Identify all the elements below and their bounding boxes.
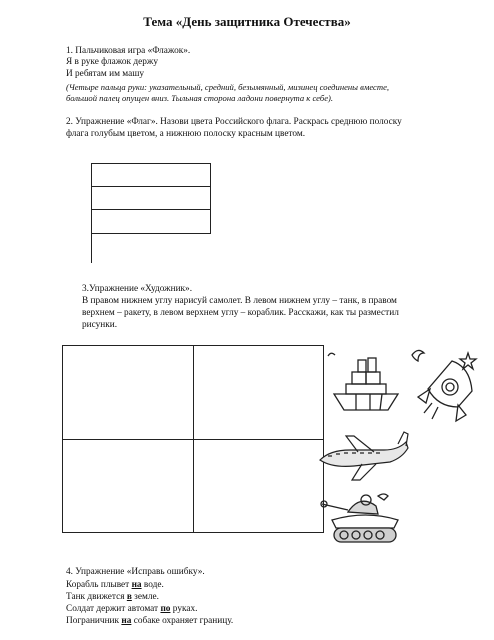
flag-stripe-top[interactable]: [92, 164, 210, 187]
ex3-line1: В правом нижнем углу нарисуй самолет. В левом нижнем углу – танк, в правом: [82, 296, 397, 306]
ship-icon: [326, 348, 406, 416]
ex4-sentence-2: Танк движется в земле.: [66, 592, 159, 602]
tank-icon: [318, 490, 404, 550]
ex4-sentence-3: Солдат держит автомат по руках.: [66, 604, 198, 614]
ex3-heading: 3.Упражнение «Художник».: [82, 284, 193, 294]
ex2-line1: 2. Упражнение «Флаг». Назови цвета Российского флага. Раскрась среднюю полоску: [66, 117, 402, 127]
drawing-grid[interactable]: [62, 345, 324, 533]
ex4-heading: 4. Упражнение «Исправь ошибку».: [66, 567, 205, 577]
ex4-sentence-4: Пограничник на собаке охраняет границу.: [66, 616, 234, 626]
ex1-line1: Я в руке флажок держу: [66, 57, 158, 67]
ex2-line2: флага голубым цветом, а нижнюю полоску красным цветом.: [66, 129, 306, 139]
error-word: в: [126, 592, 132, 602]
ex3-line3: рисунки.: [82, 320, 118, 330]
flag-stripe-middle[interactable]: [92, 187, 210, 210]
ex4-sentence-1: Корабль плывет на воде.: [66, 580, 164, 590]
ex1-note1: (Четыре пальца руки: указательный, средний, безымянный, мизинец соединены вместе,: [66, 82, 390, 92]
airplane-icon: [318, 426, 410, 486]
error-word: на: [121, 616, 132, 626]
error-word: на: [131, 580, 142, 590]
page-title: Тема «День защитника Отечества»: [143, 14, 351, 29]
flag-stripe-bottom[interactable]: [92, 210, 210, 233]
ex3-line2: верхнем – ракету, в левом верхнем углу – кораблик. Расскажи, как ты разместил: [82, 308, 399, 318]
ex1-note2: большой палец опущен вниз. Тыльная сторона ладони повернута к себе).: [66, 93, 334, 103]
ex1-line2: И ребятам им машу: [66, 69, 145, 79]
error-word: по: [160, 604, 171, 614]
grid-horizontal-divider: [63, 439, 323, 440]
ex1-heading: 1. Пальчиковая игра «Флажок».: [66, 46, 191, 56]
flag-outline[interactable]: [91, 163, 211, 234]
rocket-icon: [408, 343, 488, 428]
